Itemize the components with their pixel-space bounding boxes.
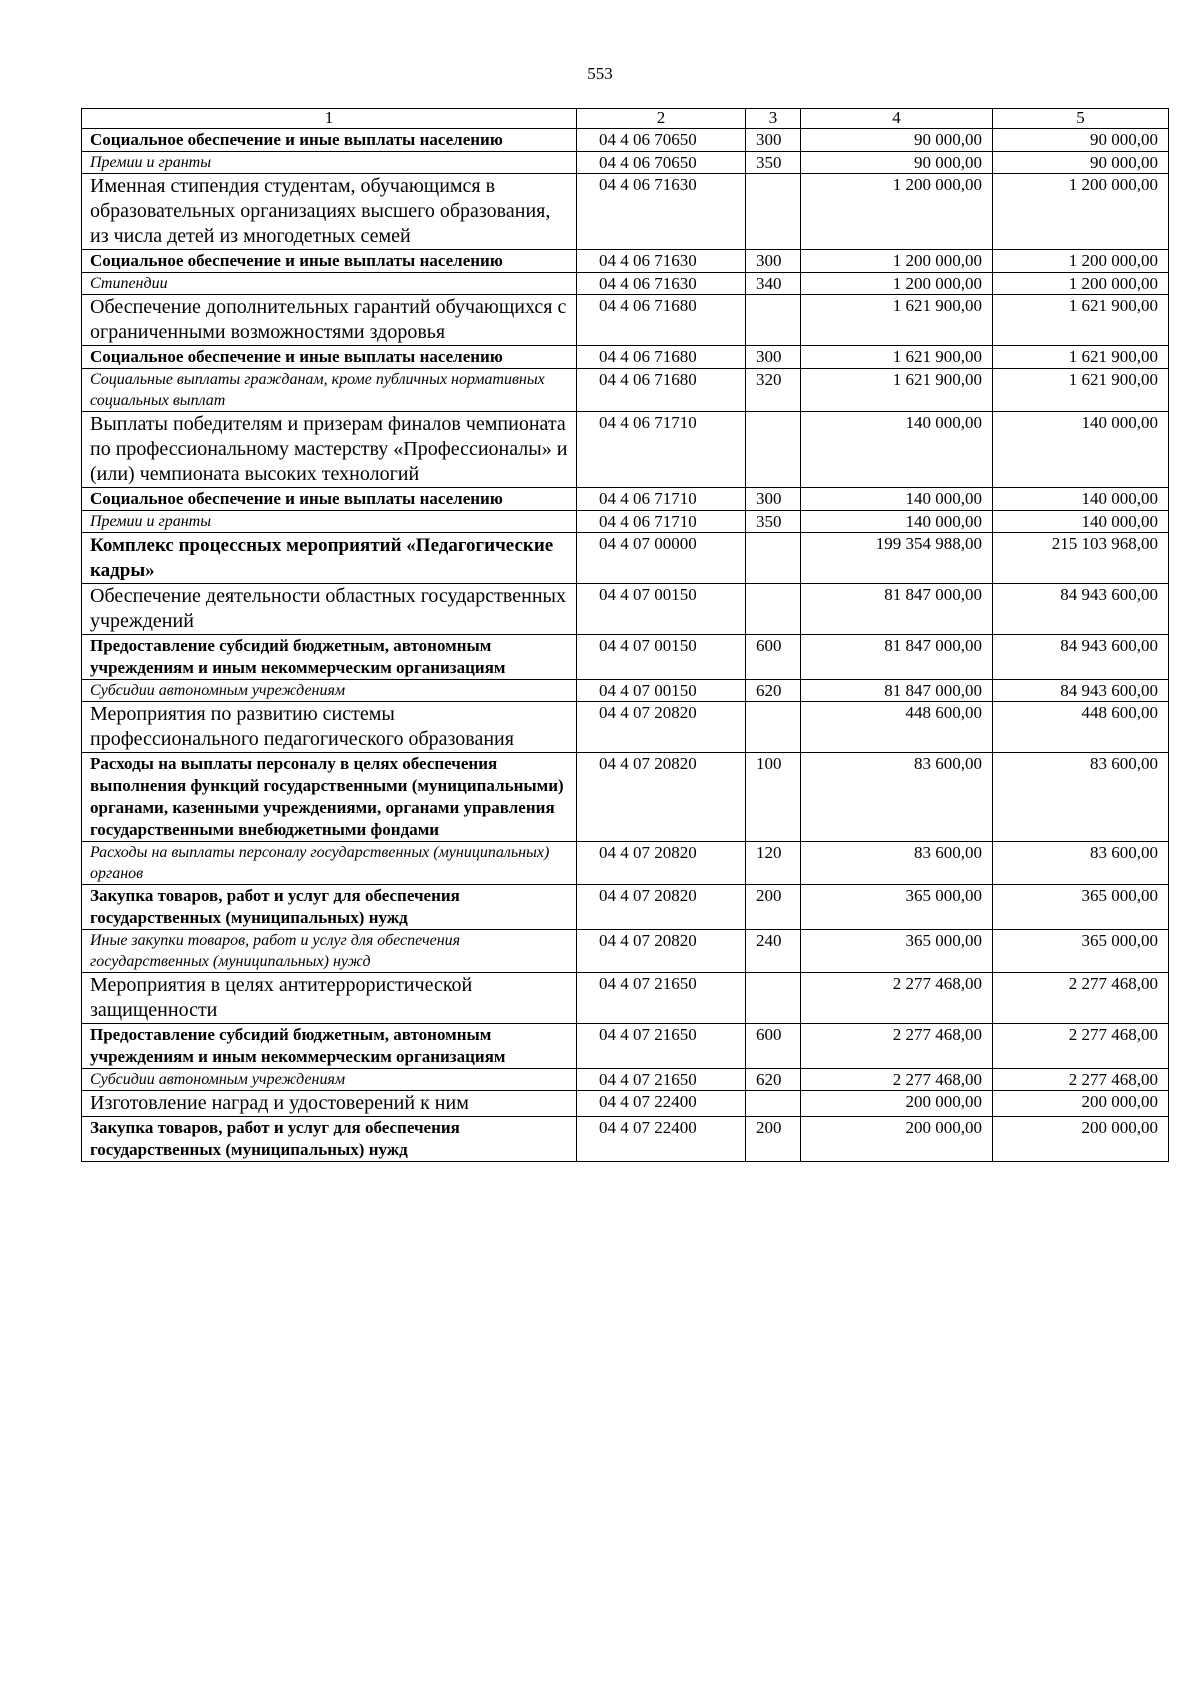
row-name-cell: Мероприятия по развитию системы профессионального педагогического образования [82,702,577,753]
amount-year2-cell: 2 277 468,00 [993,1069,1169,1091]
target-code-cell: 04 4 06 71680 [577,369,746,412]
amount-year2-cell: 365 000,00 [993,930,1169,973]
row-name-cell: Премии и гранты [82,152,577,174]
row-name-cell: Социальные выплаты гражданам, кроме публичных нормативных социальных выплат [82,369,577,412]
target-code-cell: 04 4 07 21650 [577,1024,746,1069]
row-name-cell: Мероприятия в целях антитеррористической защищенности [82,973,577,1024]
row-name-cell: Расходы на выплаты персоналу в целях обеспечения выполнения функций государственными (муниципальными) органами, казенными учреждениями, органами управления государственными внебюджетными фондами [82,753,577,842]
row-name-cell: Изготовление наград и удостоверений к ним [82,1091,577,1117]
expense-type-cell: 300 [746,129,801,152]
amount-year2-cell: 2 277 468,00 [993,1024,1169,1069]
row-name-cell: Иные закупки товаров, работ и услуг для обеспечения государственных (муниципальных) нужд [82,930,577,973]
table-row [82,584,1169,635]
header-row [82,109,1169,129]
amount-year2-cell: 140 000,00 [993,511,1169,533]
table-row [82,702,1169,753]
target-code-cell: 04 4 07 20820 [577,885,746,930]
amount-year2-cell: 1 200 000,00 [993,250,1169,273]
amount-year1-cell: 90 000,00 [801,152,993,174]
amount-year1-cell: 448 600,00 [801,702,993,753]
table-row [82,842,1169,885]
expense-type-cell: 350 [746,511,801,533]
expense-type-cell [746,584,801,635]
amount-year2-cell: 200 000,00 [993,1091,1169,1117]
target-code-cell: 04 4 06 71630 [577,250,746,273]
table-header [82,109,1169,129]
expense-type-cell: 200 [746,1117,801,1162]
amount-year1-cell: 1 200 000,00 [801,174,993,250]
amount-year2-cell: 1 200 000,00 [993,273,1169,295]
table-row [82,1091,1169,1117]
table-row [82,680,1169,702]
row-name-cell: Предоставление субсидий бюджетным, автономным учреждениям и иным некоммерческим организациям [82,1024,577,1069]
amount-year2-cell: 1 621 900,00 [993,369,1169,412]
expense-type-cell [746,973,801,1024]
page-number: 553 [587,64,613,83]
table-row [82,511,1169,533]
expense-type-cell: 300 [746,250,801,273]
row-name-cell: Закупка товаров, работ и услуг для обеспечения государственных (муниципальных) нужд [82,1117,577,1162]
amount-year1-cell: 140 000,00 [801,511,993,533]
target-code-cell: 04 4 07 22400 [577,1117,746,1162]
amount-year1-cell: 83 600,00 [801,842,993,885]
target-code-cell: 04 4 07 20820 [577,753,746,842]
table-row [82,152,1169,174]
amount-year2-cell: 200 000,00 [993,1117,1169,1162]
row-name-cell: Выплаты победителям и призерам финалов чемпионата по профессиональному мастерству «Профессионалы» и (или) чемпионата высоких технологий [82,412,577,488]
amount-year1-cell: 365 000,00 [801,885,993,930]
expense-type-cell: 240 [746,930,801,973]
expense-type-cell: 120 [746,842,801,885]
row-name-cell: Социальное обеспечение и иные выплаты населению [82,250,577,273]
amount-year1-cell: 200 000,00 [801,1117,993,1162]
amount-year1-cell: 83 600,00 [801,753,993,842]
target-code-cell: 04 4 06 70650 [577,129,746,152]
budget-table [81,108,1169,1162]
row-name-cell: Субсидии автономным учреждениям [82,680,577,702]
target-code-cell: 04 4 07 00150 [577,584,746,635]
target-code-cell: 04 4 06 71630 [577,174,746,250]
table-row [82,973,1169,1024]
amount-year1-cell: 200 000,00 [801,1091,993,1117]
target-code-cell: 04 4 07 21650 [577,1069,746,1091]
expense-type-cell: 620 [746,680,801,702]
header-col-4: 4 [801,109,993,129]
table-row [82,295,1169,346]
amount-year1-cell: 140 000,00 [801,488,993,511]
expense-type-cell: 100 [746,753,801,842]
expense-type-cell [746,295,801,346]
expense-type-cell: 300 [746,488,801,511]
expense-type-cell [746,1091,801,1117]
amount-year1-cell: 1 200 000,00 [801,273,993,295]
row-name-cell: Комплекс процессных мероприятий «Педагогические кадры» [82,533,577,584]
table-row [82,174,1169,250]
row-name-cell: Обеспечение деятельности областных государственных учреждений [82,584,577,635]
amount-year2-cell: 90 000,00 [993,152,1169,174]
amount-year1-cell: 2 277 468,00 [801,1069,993,1091]
row-name-cell: Предоставление субсидий бюджетным, автономным учреждениям и иным некоммерческим организациям [82,635,577,680]
expense-type-cell: 320 [746,369,801,412]
row-name-cell: Социальное обеспечение и иные выплаты населению [82,488,577,511]
table-row [82,533,1169,584]
expense-type-cell: 620 [746,1069,801,1091]
amount-year2-cell: 83 600,00 [993,753,1169,842]
amount-year1-cell: 81 847 000,00 [801,680,993,702]
row-name-cell: Расходы на выплаты персоналу государственных (муниципальных) органов [82,842,577,885]
expense-type-cell [746,702,801,753]
amount-year1-cell: 2 277 468,00 [801,973,993,1024]
header-col-5: 5 [993,109,1169,129]
amount-year2-cell: 83 600,00 [993,842,1169,885]
table-row [82,635,1169,680]
amount-year1-cell: 90 000,00 [801,129,993,152]
row-name-cell: Обеспечение дополнительных гарантий обучающихся с ограниченными возможностями здоровья [82,295,577,346]
expense-type-cell: 350 [746,152,801,174]
amount-year2-cell: 84 943 600,00 [993,680,1169,702]
amount-year2-cell: 365 000,00 [993,885,1169,930]
table-row [82,412,1169,488]
amount-year2-cell: 140 000,00 [993,488,1169,511]
target-code-cell: 04 4 07 00150 [577,680,746,702]
amount-year1-cell: 1 621 900,00 [801,369,993,412]
expense-type-cell: 200 [746,885,801,930]
expense-type-cell: 600 [746,1024,801,1069]
amount-year2-cell: 1 200 000,00 [993,174,1169,250]
row-name-cell: Социальное обеспечение и иные выплаты населению [82,129,577,152]
amount-year2-cell: 1 621 900,00 [993,295,1169,346]
table-row [82,488,1169,511]
target-code-cell: 04 4 07 00000 [577,533,746,584]
table-row [82,885,1169,930]
target-code-cell: 04 4 07 22400 [577,1091,746,1117]
table-row [82,1024,1169,1069]
row-name-cell: Премии и гранты [82,511,577,533]
amount-year1-cell: 140 000,00 [801,412,993,488]
target-code-cell: 04 4 07 00150 [577,635,746,680]
target-code-cell: 04 4 06 71630 [577,273,746,295]
header-col-1: 1 [82,109,577,129]
amount-year2-cell: 84 943 600,00 [993,584,1169,635]
target-code-cell: 04 4 07 21650 [577,973,746,1024]
expense-type-cell: 300 [746,346,801,369]
target-code-cell: 04 4 06 71710 [577,511,746,533]
amount-year1-cell: 365 000,00 [801,930,993,973]
target-code-cell: 04 4 06 71680 [577,295,746,346]
target-code-cell: 04 4 06 70650 [577,152,746,174]
amount-year2-cell: 2 277 468,00 [993,973,1169,1024]
amount-year2-cell: 90 000,00 [993,129,1169,152]
table-row [82,1069,1169,1091]
expense-type-cell [746,412,801,488]
table-row [82,369,1169,412]
target-code-cell: 04 4 07 20820 [577,842,746,885]
table-row [82,1117,1169,1162]
amount-year1-cell: 2 277 468,00 [801,1024,993,1069]
table-row [82,250,1169,273]
amount-year1-cell: 199 354 988,00 [801,533,993,584]
expense-type-cell [746,174,801,250]
amount-year2-cell: 84 943 600,00 [993,635,1169,680]
header-col-2: 2 [577,109,746,129]
amount-year2-cell: 1 621 900,00 [993,346,1169,369]
amount-year1-cell: 81 847 000,00 [801,635,993,680]
amount-year2-cell: 215 103 968,00 [993,533,1169,584]
target-code-cell: 04 4 06 71710 [577,488,746,511]
expense-type-cell [746,533,801,584]
target-code-cell: 04 4 07 20820 [577,702,746,753]
amount-year2-cell: 140 000,00 [993,412,1169,488]
amount-year1-cell: 1 621 900,00 [801,346,993,369]
table-row [82,129,1169,152]
row-name-cell: Стипендии [82,273,577,295]
row-name-cell: Именная стипендия студентам, обучающимся в образовательных организациях высшего образования, из числа детей из многодетных семей [82,174,577,250]
table-row [82,346,1169,369]
expense-type-cell: 600 [746,635,801,680]
row-name-cell: Закупка товаров, работ и услуг для обеспечения государственных (муниципальных) нужд [82,885,577,930]
table-row [82,273,1169,295]
table-row [82,753,1169,842]
amount-year1-cell: 1 621 900,00 [801,295,993,346]
table-body [82,129,1169,1162]
row-name-cell: Социальное обеспечение и иные выплаты населению [82,346,577,369]
amount-year1-cell: 81 847 000,00 [801,584,993,635]
expense-type-cell: 340 [746,273,801,295]
target-code-cell: 04 4 06 71680 [577,346,746,369]
row-name-cell: Субсидии автономным учреждениям [82,1069,577,1091]
header-col-3: 3 [746,109,801,129]
table-row [82,930,1169,973]
target-code-cell: 04 4 06 71710 [577,412,746,488]
amount-year2-cell: 448 600,00 [993,702,1169,753]
target-code-cell: 04 4 07 20820 [577,930,746,973]
amount-year1-cell: 1 200 000,00 [801,250,993,273]
